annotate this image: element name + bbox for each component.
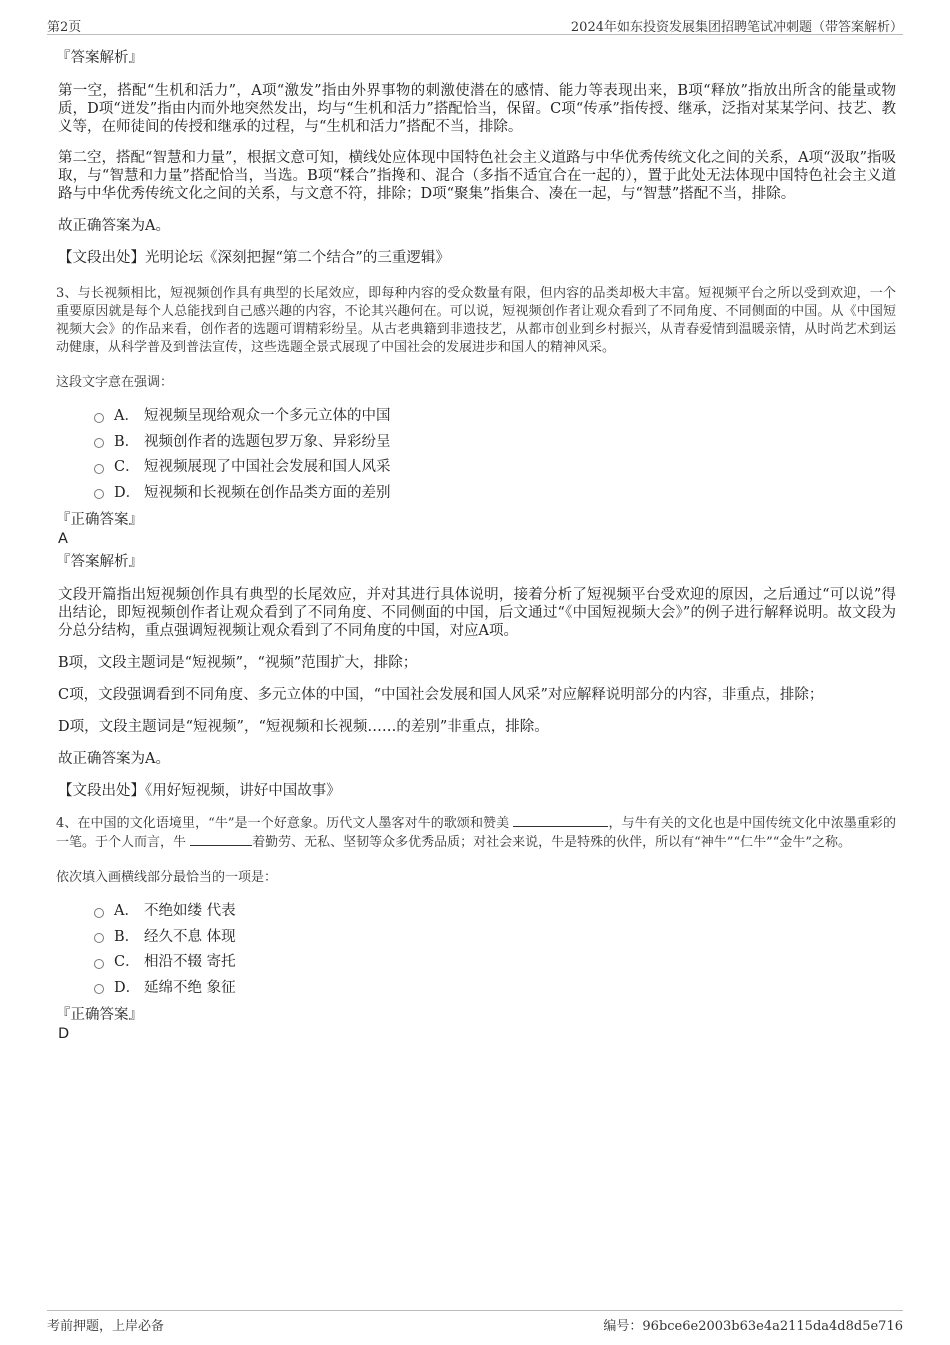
radio-icon[interactable] <box>94 413 104 423</box>
q2-conclusion: 故正确答案为A。 <box>58 218 170 234</box>
document-title: 2024年如东投资发展集团招聘笔试冲刺题（带答案解析） <box>570 20 903 35</box>
page-header <box>47 14 903 35</box>
radio-icon[interactable] <box>94 438 104 448</box>
radio-icon[interactable] <box>94 908 104 918</box>
page-footer <box>47 1310 903 1334</box>
analysis-label: 『答案解析』 <box>56 554 143 570</box>
footer-slogan: 考前押题，上岸必备 <box>47 1319 165 1334</box>
correct-answer-label: 『正确答案』 <box>56 512 143 528</box>
q3-analysis-p4: D项，文段主题词是“短视频”，“短视频和长视频……的差别”非重点，排除。 <box>58 719 549 735</box>
fill-blank-1 <box>513 814 608 827</box>
q4-prompt: 依次填入画横线部分最恰当的一项是： <box>56 870 278 885</box>
q4-answer: D <box>58 1026 70 1042</box>
q4-stem: 4、在中国的文化语境里，“牛”是一个好意象。历代文人墨客对牛的歌颂和赞美 ，与牛有关的文化也是中国传统文化中浓墨重彩的一笔。于个人而言，牛 着勤劳、无私、坚韧等众多优秀品质；对社会来说，牛是特殊的伙伴，所以有“神牛”“仁牛”“金牛”之称。 <box>56 816 896 850</box>
q4-option-b[interactable]: B． 经久不息 体现 <box>94 923 896 949</box>
analysis-label: 『答案解析』 <box>56 50 143 66</box>
document-id: 编号：96bce6e2003b63e4a2115da4d8d5e716 <box>603 1319 903 1334</box>
fill-blank-2 <box>190 833 252 846</box>
radio-icon[interactable] <box>94 464 104 474</box>
q3-answer: A <box>58 531 68 547</box>
q2-source: 【文段出处】光明论坛《深刻把握“第二个结合”的三重逻辑》 <box>58 250 450 266</box>
q3-conclusion: 故正确答案为A。 <box>58 751 170 767</box>
page-number: 第2页 <box>47 20 82 35</box>
q3-analysis-p1: 文段开篇指出短视频创作具有典型的长尾效应，并对其进行具体说明，接着分析了短视频平台受欢迎的原因，之后通过“可以说”得出结论，即短视频创作者让观众看到了不同角度、不同侧面的中国，后文通过“《中国短视频大会》”的例子进行解释说明。故文段为分总分结构，重点强调短视频让观众看到了不同角度的中国，对应A项。 <box>58 587 896 639</box>
q3-prompt: 这段文字意在强调： <box>56 375 174 390</box>
q3-analysis-p3: C项，文段强调看到不同角度、多元立体的中国，“中国社会发展和国人风采”对应解释说明部分的内容，非重点，排除； <box>58 687 824 703</box>
q4-option-d[interactable]: D． 延绵不绝 象征 <box>94 974 896 1000</box>
q3-analysis-p2: B项，文段主题词是“短视频”，“视频”范围扩大，排除； <box>58 655 418 671</box>
q2-analysis-p1: 第一空，搭配“生机和活力”，A项“激发”指由外界事物的刺激使潜在的感情、能力等表现出来，B项“释放”指放出所含的能量或物质，D项“迸发”指由内而外地突然发出，均与“生机和活力”搭配恰当，保留。C项“传承”指传授、继承，泛指对某某学问、技艺、教义等，在师徒间的传授和继承的过程，与“生机和活力”搭配不当，排除。 <box>58 83 896 135</box>
page-content <box>56 44 896 1043</box>
q3-options <box>94 402 896 504</box>
radio-icon[interactable] <box>94 489 104 499</box>
correct-answer-label: 『正确答案』 <box>56 1007 143 1023</box>
q3-stem: 3、与长视频相比，短视频创作具有典型的长尾效应，即每种内容的受众数量有限，但内容的品类却极大丰富。短视频平台之所以受到欢迎，一个重要原因就是每个人总能找到自己感兴趣的内容，不论其兴趣何在。可以说，短视频创作者让观众看到了不同角度、不同侧面的中国。从《中国短视频大会》的作品来看，创作者的选题可谓精彩纷呈。从古老典籍到非遗技艺，从都市创业到乡村振兴，从青春爱情到温暖亲情，从时尚艺术到运动健康，从科学普及到普法宣传，这些选题全景式展现了中国社会的发展进步和国人的精神风采。 <box>56 286 896 355</box>
q3-option-b[interactable]: B． 视频创作者的选题包罗万象、异彩纷呈 <box>94 428 896 454</box>
q4-option-a[interactable]: A． 不绝如缕 代表 <box>94 897 896 923</box>
q2-analysis-p2: 第二空，搭配“智慧和力量”，根据文意可知，横线处应体现中国特色社会主义道路与中华优秀传统文化之间的关系，A项“汲取”指吸取，与“智慧和力量”搭配恰当，当选。B项“糅合”指搀和、混合（多指不适宜合在一起的），置于此处无法体现中国特色社会主义道路与中华优秀传统文化之间的关系，与文意不符，排除；D项“聚集”指集合、凑在一起，与“智慧”搭配不当，排除。 <box>58 150 896 202</box>
q3-option-c[interactable]: C． 短视频展现了中国社会发展和国人风采 <box>94 453 896 479</box>
q3-option-d[interactable]: D． 短视频和长视频在创作品类方面的差别 <box>94 479 896 505</box>
radio-icon[interactable] <box>94 959 104 969</box>
q4-option-c[interactable]: C． 相沿不辍 寄托 <box>94 948 896 974</box>
radio-icon[interactable] <box>94 984 104 994</box>
q4-options <box>94 897 896 999</box>
radio-icon[interactable] <box>94 933 104 943</box>
q3-source: 【文段出处】《用好短视频，讲好中国故事》 <box>58 783 341 799</box>
q3-option-a[interactable]: A． 短视频呈现给观众一个多元立体的中国 <box>94 402 896 428</box>
